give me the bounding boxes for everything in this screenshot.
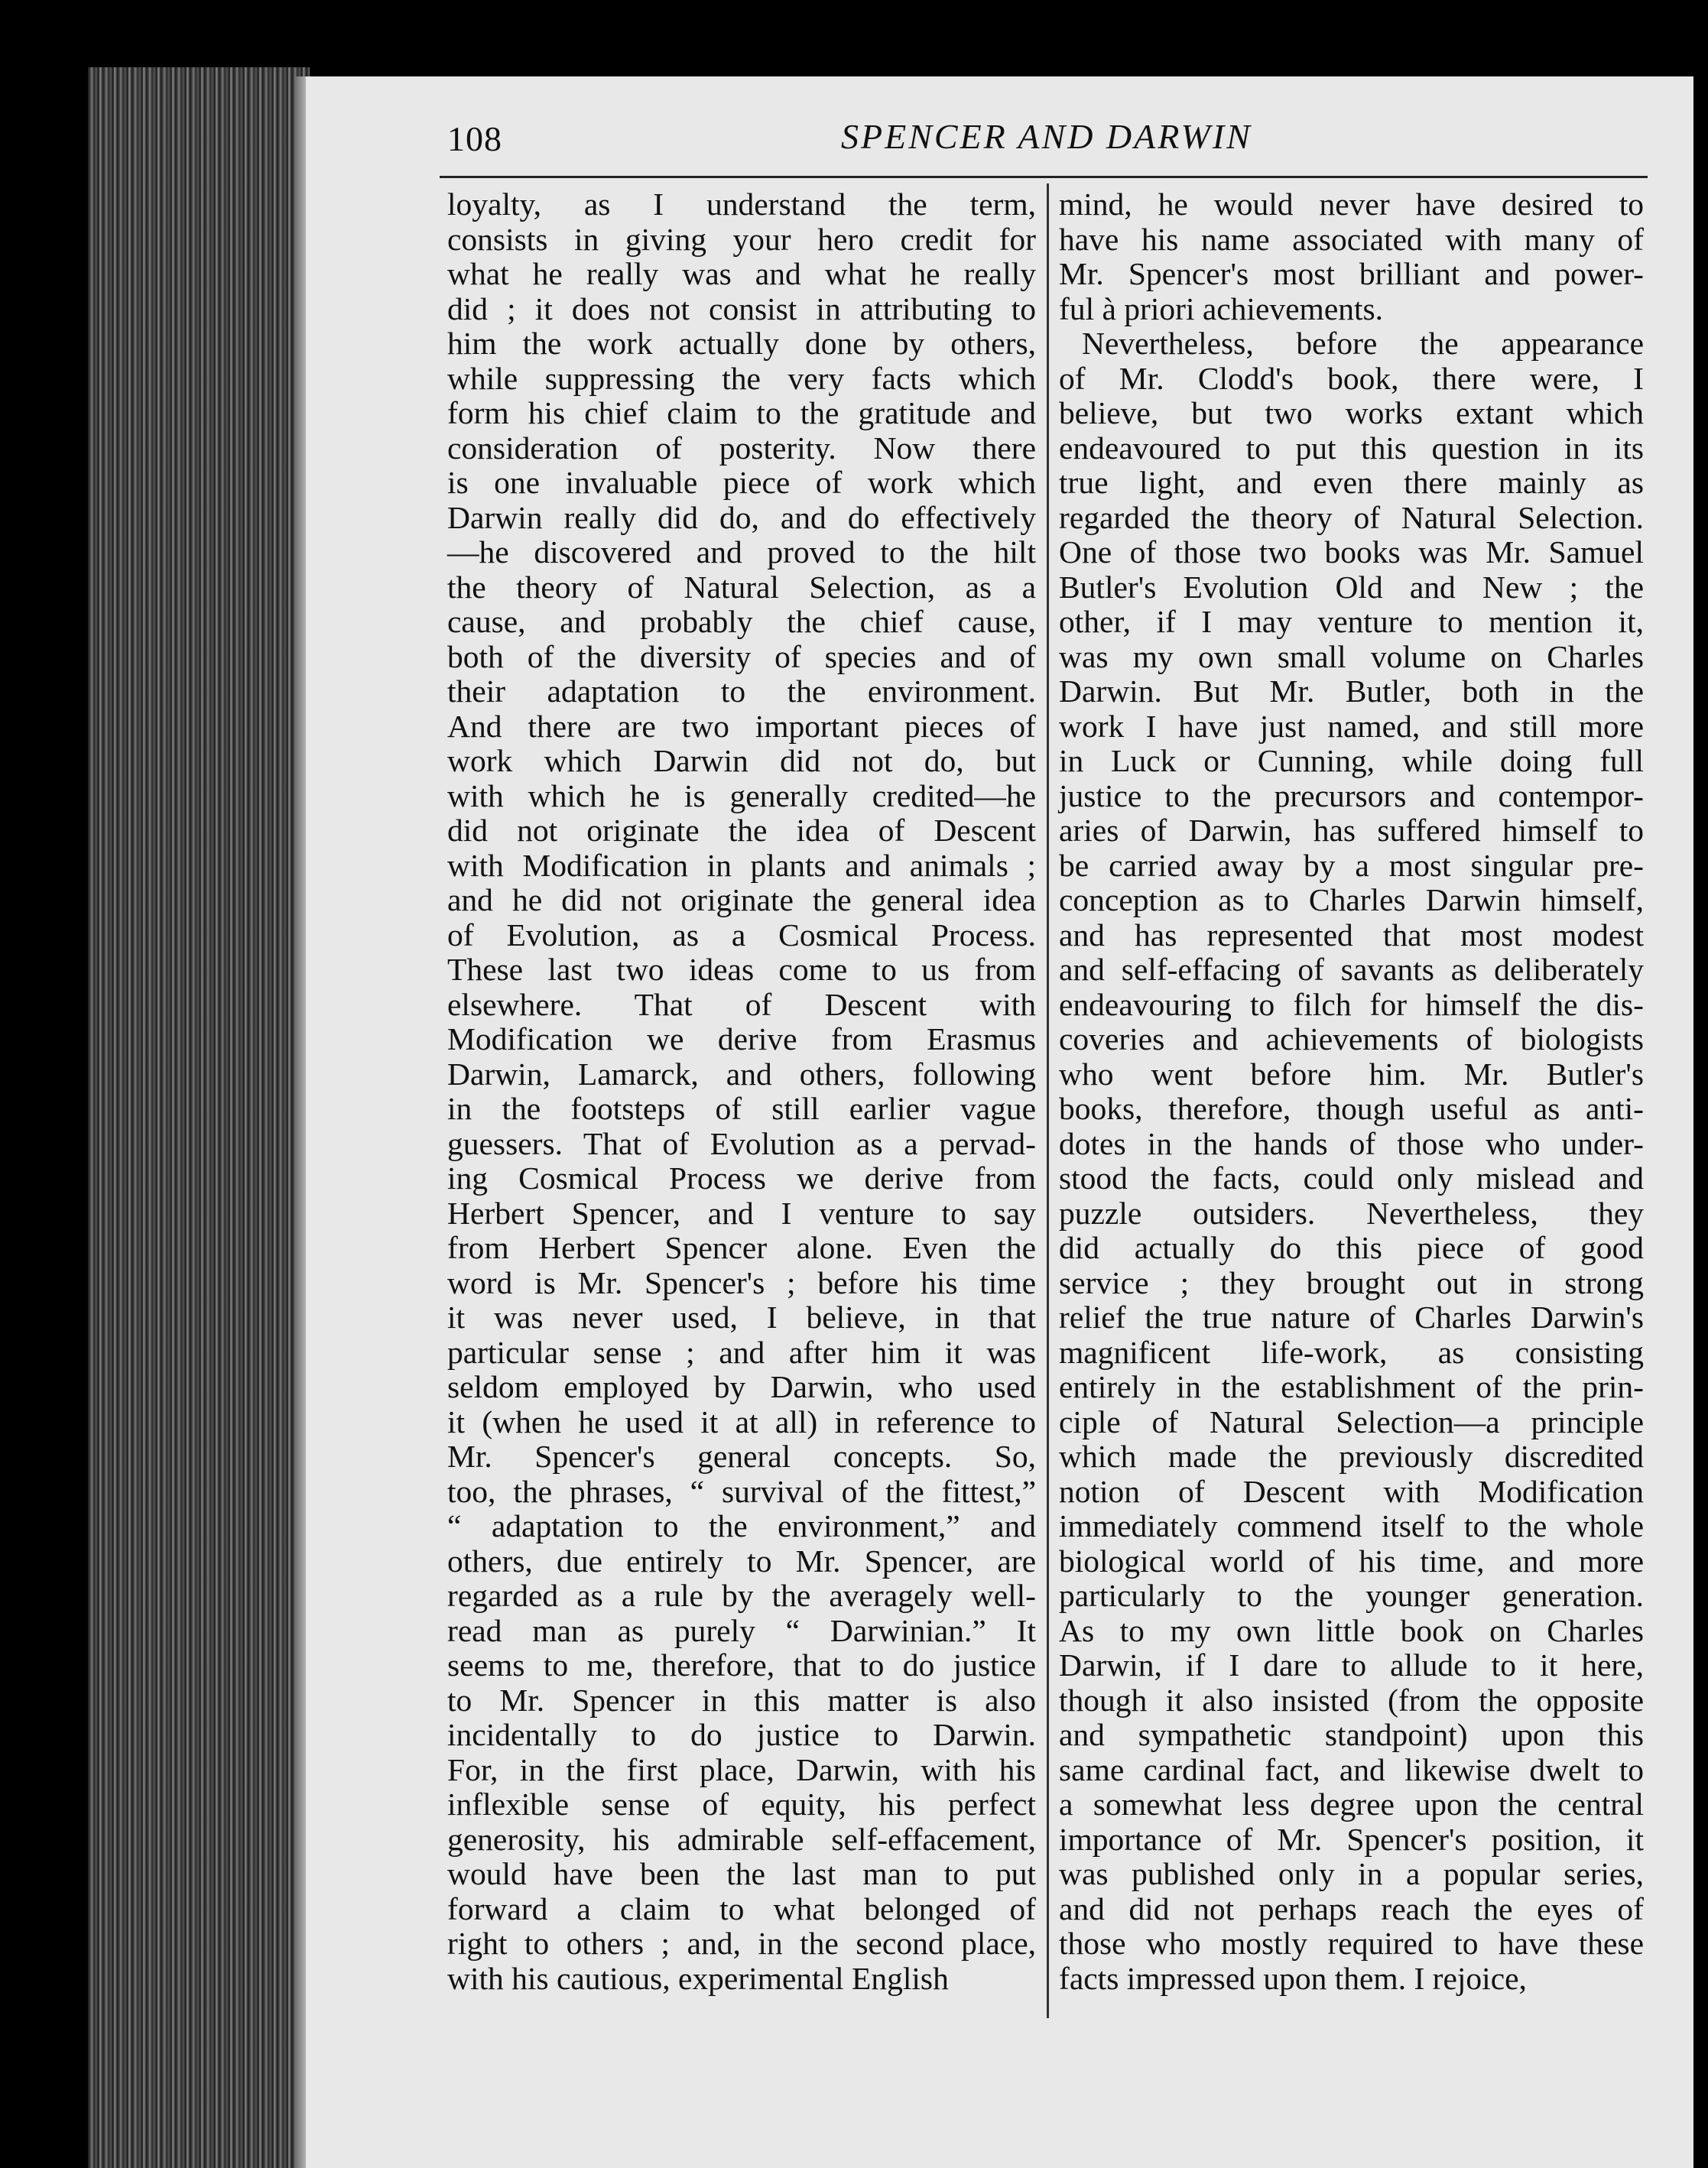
text-line: “ adaptation to the environment,” and — [447, 1508, 1036, 1543]
text-line: cause, and probably the chief cause, — [447, 604, 1036, 639]
text-line: elsewhere. That of Descent with — [447, 986, 1036, 1022]
text-line: form his chief claim to the gratitude and — [447, 395, 1036, 430]
text-line: For, in the first place, Darwin, with his — [447, 1751, 1036, 1787]
text-line: which made the previously discredited — [1059, 1439, 1644, 1474]
header-rule — [440, 176, 1648, 178]
text-line: magnificent life-work, as consisting — [1059, 1334, 1644, 1370]
text-line: with which he is generally credited—he — [447, 777, 1036, 813]
text-line: ciple of Natural Selection—a principle — [1059, 1404, 1644, 1439]
text-line: from Herbert Spencer alone. Even the — [447, 1230, 1036, 1265]
text-line: who went before him. Mr. Butler's — [1059, 1056, 1644, 1092]
text-line: endeavoured to put this question in its — [1059, 430, 1644, 466]
text-line: books, therefore, though useful as anti- — [1059, 1091, 1644, 1126]
text-line: with his cautious, experimental English — [447, 1960, 949, 1996]
text-line: to Mr. Spencer in this matter is also — [447, 1682, 1036, 1718]
left-column — [447, 187, 1036, 1996]
text-line: too, the phrases, “ survival of the fittest,” — [447, 1473, 1036, 1509]
text-line: consideration of posterity. Now there — [447, 430, 1036, 466]
text-line: justice to the precursors and contempor- — [1059, 777, 1644, 813]
text-line: right to others ; and, in the second place, — [447, 1926, 1036, 1961]
text-line: entirely in the establishment of the prin- — [1059, 1369, 1644, 1404]
text-line: true light, and even there mainly as — [1059, 465, 1644, 500]
text-line: Darwin. But Mr. Butler, both in the — [1059, 673, 1644, 709]
text-line: other, if I may venture to mention it, — [1059, 604, 1644, 639]
text-line: stood the facts, could only mislead and — [1059, 1160, 1644, 1196]
text-line: And there are two important pieces of — [447, 708, 1036, 744]
text-line: a somewhat less degree upon the central — [1059, 1787, 1644, 1822]
text-line: incidentally to do justice to Darwin. — [447, 1717, 1036, 1752]
text-line: Darwin, Lamarck, and others, following — [447, 1056, 1036, 1092]
text-line: service ; they brought out in strong — [1059, 1264, 1644, 1300]
text-line: Modification we derive from Erasmus — [447, 1021, 1036, 1056]
text-line: did not originate the idea of Descent — [447, 813, 1036, 848]
text-line: those who mostly required to have these — [1059, 1926, 1644, 1961]
text-line: loyalty, as I understand the term, — [447, 187, 1036, 222]
text-line: their adaptation to the environment. — [447, 673, 1036, 709]
text-line: and he did not originate the general idea — [447, 882, 1036, 917]
text-line: be carried away by a most singular pre- — [1059, 847, 1644, 883]
text-line: in Luck or Cunning, while doing full — [1059, 743, 1644, 778]
text-line: Darwin really did do, and do effectively — [447, 499, 1036, 535]
text-line: word is Mr. Spencer's ; before his time — [447, 1264, 1036, 1300]
page-number: 108 — [447, 119, 502, 158]
text-line: was published only in a popular series, — [1059, 1856, 1644, 1891]
text-line: of Evolution, as a Cosmical Process. — [447, 917, 1036, 953]
text-line: endeavouring to filch for himself the dis- — [1059, 986, 1644, 1022]
text-line: Butler's Evolution Old and New ; the — [1059, 569, 1644, 605]
text-line: have his name associated with many of — [1059, 221, 1644, 257]
text-line: These last two ideas come to us from — [447, 952, 1036, 987]
text-line: did ; it does not consist in attributing to — [447, 290, 1036, 326]
text-line: As to my own little book on Charles — [1059, 1612, 1644, 1648]
text-line: inflexible sense of equity, his perfect — [447, 1787, 1036, 1822]
column-divider — [1047, 183, 1049, 2018]
text-line: mind, he would never have desired to — [1059, 187, 1644, 222]
text-line: with Modification in plants and animals ; — [447, 847, 1036, 883]
text-line: it (when he used it at all) in reference to — [447, 1404, 1036, 1439]
text-line: both of the diversity of species and of — [447, 638, 1036, 674]
text-line: what he really was and what he really — [447, 256, 1036, 291]
text-line: ing Cosmical Process we derive from — [447, 1160, 1036, 1196]
text-line: Mr. Spencer's general concepts. So, — [447, 1439, 1036, 1474]
text-line: forward a claim to what belonged of — [447, 1891, 1036, 1926]
text-line: seems to me, therefore, that to do justice — [447, 1647, 1036, 1683]
text-line: was my own small volume on Charles — [1059, 638, 1644, 674]
text-line: though it also insisted (from the opposite — [1059, 1682, 1644, 1718]
text-line: would have been the last man to put — [447, 1856, 1036, 1891]
text-line: conception as to Charles Darwin himself, — [1059, 882, 1644, 917]
text-line: it was never used, I believe, in that — [447, 1300, 1036, 1335]
text-line: ful à priori achievements. — [1059, 290, 1384, 326]
text-line: while suppressing the very facts which — [447, 360, 1036, 396]
text-line: and did not perhaps reach the eyes of — [1059, 1891, 1644, 1926]
text-line: read man as purely “ Darwinian.” It — [447, 1612, 1036, 1648]
text-line: and has represented that most modest — [1059, 917, 1644, 953]
running-title: SPENCER AND DARWIN — [841, 117, 1252, 156]
text-line: regarded as a rule by the averagely well- — [447, 1578, 1036, 1613]
text-line: consists in giving your hero credit for — [447, 221, 1036, 257]
text-line: and self-effacing of savants as deliberately — [1059, 952, 1644, 987]
text-line: generosity, his admirable self-effacement, — [447, 1821, 1036, 1857]
text-line: work which Darwin did not do, but — [447, 743, 1036, 778]
text-line: One of those two books was Mr. Samuel — [1059, 534, 1644, 570]
text-line: of Mr. Clodd's book, there were, I — [1059, 360, 1644, 396]
text-line: Nevertheless, before the appearance — [1082, 326, 1644, 361]
text-line: same cardinal fact, and likewise dwelt to — [1059, 1751, 1644, 1787]
text-line: particularly to the younger generation. — [1059, 1578, 1644, 1613]
book-page-edges — [88, 67, 310, 2168]
text-line: the theory of Natural Selection, as a — [447, 569, 1036, 605]
text-line: notion of Descent with Modification — [1059, 1473, 1644, 1509]
text-line: relief the true nature of Charles Darwin's — [1059, 1300, 1644, 1335]
book-page — [306, 76, 1693, 2168]
text-line: work I have just named, and still more — [1059, 708, 1644, 744]
text-line: —he discovered and proved to the hilt — [447, 534, 1036, 570]
text-line: puzzle outsiders. Nevertheless, they — [1059, 1195, 1644, 1231]
text-line: immediately commend itself to the whole — [1059, 1508, 1644, 1543]
text-line: others, due entirely to Mr. Spencer, are — [447, 1543, 1036, 1579]
text-line: aries of Darwin, has suffered himself to — [1059, 813, 1644, 848]
text-line: particular sense ; and after him it was — [447, 1334, 1036, 1370]
text-line: seldom employed by Darwin, who used — [447, 1369, 1036, 1404]
text-line: him the work actually done by others, — [447, 326, 1036, 361]
text-line: coveries and achievements of biologists — [1059, 1021, 1644, 1056]
text-line: Mr. Spencer's most brilliant and power- — [1059, 256, 1644, 291]
text-line: biological world of his time, and more — [1059, 1543, 1644, 1579]
text-line: in the footsteps of still earlier vague — [447, 1091, 1036, 1126]
text-line: did actually do this piece of good — [1059, 1230, 1644, 1265]
text-line: regarded the theory of Natural Selection. — [1059, 499, 1644, 535]
text-line: dotes in the hands of those who under- — [1059, 1125, 1644, 1161]
text-line: Herbert Spencer, and I venture to say — [447, 1195, 1036, 1231]
text-line: importance of Mr. Spencer's position, it — [1059, 1821, 1644, 1857]
text-line: is one invaluable piece of work which — [447, 465, 1036, 500]
text-line: believe, but two works extant which — [1059, 395, 1644, 430]
right-column — [1059, 187, 1644, 1996]
text-line: Darwin, if I dare to allude to it here, — [1059, 1647, 1644, 1683]
text-line: facts impressed upon them. I rejoice, — [1059, 1960, 1527, 1996]
text-line: and sympathetic standpoint) upon this — [1059, 1717, 1644, 1752]
text-line: guessers. That of Evolution as a pervad- — [447, 1125, 1036, 1161]
